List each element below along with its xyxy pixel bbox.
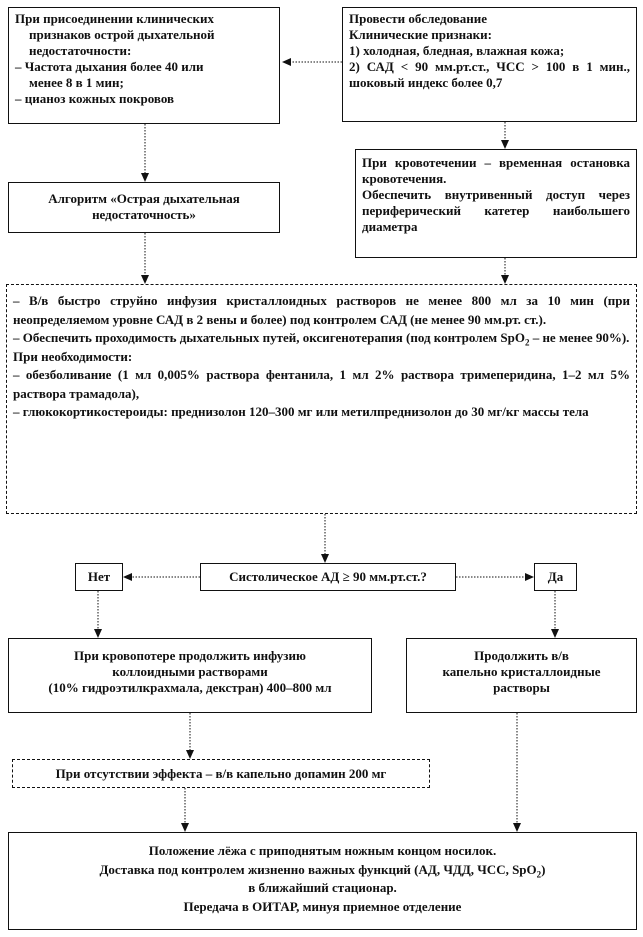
arrow-respiratory-to-algorithm — [141, 173, 149, 182]
respiratory-algorithm-box — [8, 182, 280, 233]
arrow-algorithm-to-treatment — [141, 275, 149, 284]
bleeding-line-1: При кровотечении – временная остановка кровотечения. — [362, 155, 630, 186]
clinical-sign-1: 1) холодная, бледная, влажная кожа; — [349, 43, 565, 58]
respiratory-line-6: – цианоз кожных покровов — [15, 91, 175, 106]
crystalloids-line-2: капельно кристаллоидные — [442, 664, 601, 679]
arrow-colloids-to-dopamine — [186, 750, 194, 759]
transport-line-2: Доставка под контролем жизненно важных функций (АД, ЧДД, ЧСС, SpO$_2$) — [99, 861, 546, 880]
transport-line-4: Передача в ОИТАР, минуя приемное отделение — [183, 898, 462, 914]
algorithm-line-2: недостаточность» — [92, 207, 196, 222]
arrow-treatment-to-decision — [321, 554, 329, 563]
algorithm-line-1: Алгоритм «Острая дыхательная — [48, 191, 240, 206]
transport-box — [8, 832, 637, 930]
respiratory-line-3: недостаточности: — [29, 43, 132, 58]
transport-line-3: в ближайший стационар. — [248, 880, 397, 895]
respiratory-line-5: менее 8 в 1 мин; — [29, 75, 124, 90]
arrow-dopamine-to-transport — [181, 823, 189, 832]
colloids-line-3: (10% гидроэтилкрахмала, декстран) 400–800 мл — [48, 680, 332, 695]
transport-line-1: Положение лёжа с приподнятым ножным концом носилок. — [148, 843, 497, 858]
arrow-no-to-colloids — [94, 629, 102, 638]
clinical-signs-label: Клинические признаки: — [349, 27, 492, 42]
colloids-line-1: При кровопотере продолжить инфузию — [74, 648, 306, 663]
dopamine-text: При отсутствии эффекта – в/в капельно допамин 200 мг — [55, 766, 387, 781]
treatment-box — [6, 284, 637, 514]
arrow-decision-to-no — [123, 573, 132, 581]
no-label: Нет — [87, 569, 111, 584]
dopamine-box — [12, 759, 430, 788]
crystalloids-line-3: растворы — [493, 680, 550, 695]
treatment-if-needed: При необходимости: — [13, 348, 133, 364]
crystalloids-line-1: Продолжить в/в — [474, 648, 569, 663]
treatment-corticosteroids: – глюкокортикостероиды: преднизолон 120–300 мг или метилпреднизолон до 30 мг/кг массы тела — [13, 404, 589, 419]
sbp-decision-box — [200, 563, 456, 591]
treatment-infusion: – В/в быстро струйно инфузия кристаллоидных растворов не менее 800 мл за 10 мин (при неопределяемом уровне САД в 2 вены и более) под контролем САД (не менее 90 мм.рт. ст.). — [13, 293, 630, 327]
respiratory-line-4: – Частота дыхания более 40 или — [15, 59, 204, 74]
colloids-line-2: коллоидными растворами — [112, 664, 268, 679]
yes-label: Да — [547, 569, 564, 584]
bleeding-box — [355, 149, 637, 258]
crystalloids-box — [406, 638, 637, 713]
arrow-bleeding-to-treatment — [501, 275, 509, 284]
yes-branch-box — [534, 563, 577, 591]
colloids-box — [8, 638, 372, 713]
respiratory-failure-box — [8, 7, 280, 124]
treatment-airway: – Обеспечить проходимость дыхательных путей, оксигенотерапия (под контролем SpO$_2$ – не менее 90%). — [13, 330, 630, 348]
arrow-crystalloids-to-transport — [513, 823, 521, 832]
bleeding-line-2: Обеспечить внутривенный доступ через периферический катетер наибольшего диаметра — [362, 187, 630, 234]
decision-text: Систолическое АД ≥ 90 мм.рт.ст.? — [229, 569, 427, 584]
arrow-exam-to-bleeding — [501, 140, 509, 149]
clinical-sign-2: 2) САД < 90 мм.рт.ст., ЧСС > 100 в 1 мин., шоковый индекс более 0,7 — [349, 59, 630, 90]
respiratory-line-2: признаков острой дыхательной — [29, 27, 215, 42]
treatment-analgesia: – обезболивание (1 мл 0,005% раствора фентанила, 1 мл 2% раствора тримеперидина, 1–2 мл 5% раствора трамадола), — [13, 367, 630, 401]
arrow-decision-to-yes — [525, 573, 534, 581]
no-branch-box — [75, 563, 123, 591]
arrow-yes-to-crystalloids — [551, 629, 559, 638]
examination-box — [342, 7, 637, 122]
respiratory-line-1: При присоединении клинических — [15, 11, 214, 26]
examination-title: Провести обследование — [349, 11, 488, 26]
